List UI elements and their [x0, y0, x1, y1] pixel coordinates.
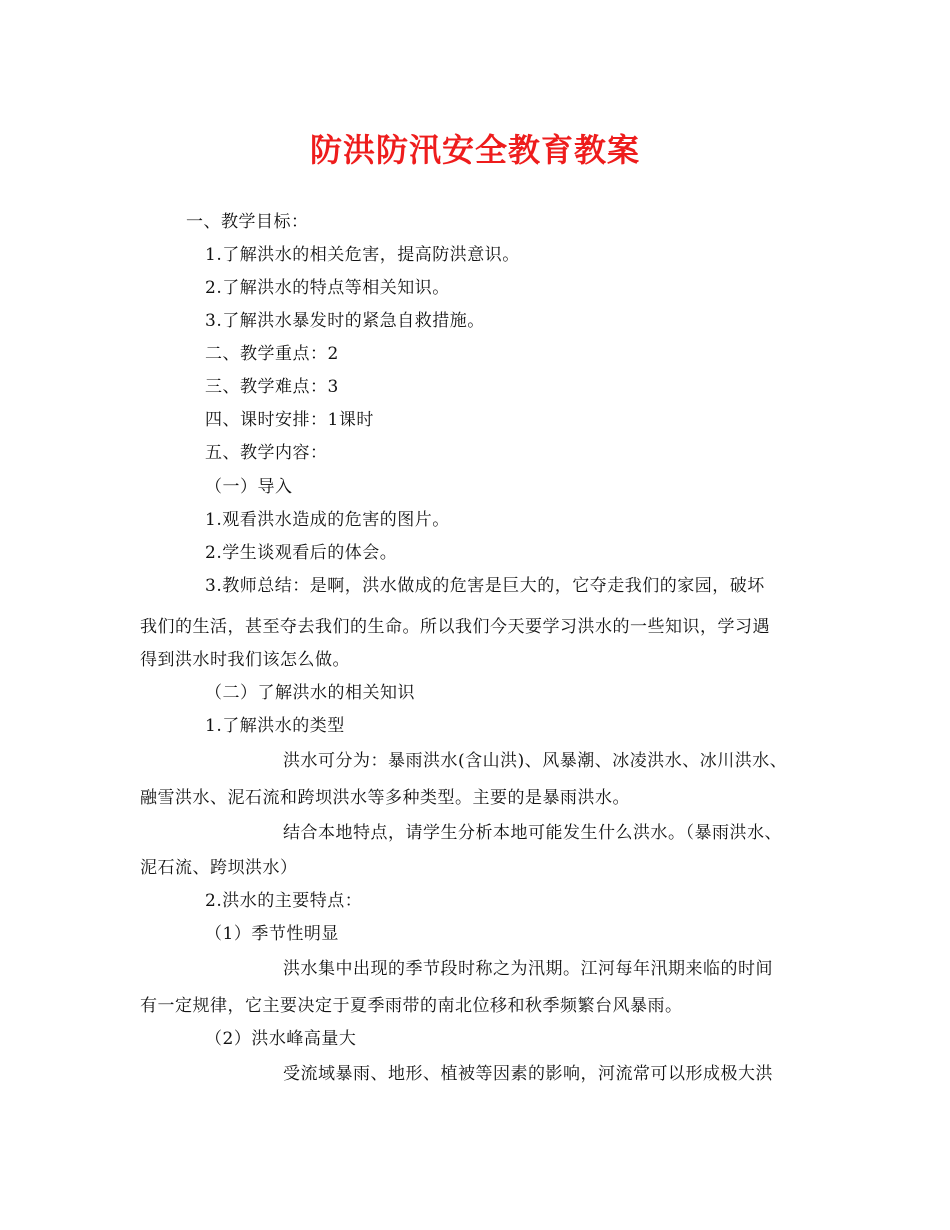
- text-line: 1.了解洪水的相关危害，提高防洪意识。: [205, 245, 520, 265]
- text-line: 2.学生谈观看后的体会。: [205, 543, 398, 563]
- text-line: （二）了解洪水的相关知识: [205, 683, 415, 703]
- text-line: 洪水可分为：暴雨洪水(含山洪)、风暴潮、冰凌洪水、冰川洪水、: [283, 751, 788, 771]
- text-line: 二、教学重点：2: [205, 344, 339, 364]
- text-line: 洪水集中出现的季节段时称之为汛期。江河每年汛期来临的时间: [283, 959, 773, 979]
- text-line: 结合本地特点，请学生分析本地可能发生什么洪水。（暴雨洪水、: [283, 823, 782, 843]
- text-line: 3.了解洪水暴发时的紧急自救措施。: [205, 311, 485, 331]
- text-line: 一、教学目标：: [186, 212, 309, 232]
- text-line: 1.了解洪水的类型: [205, 716, 345, 736]
- text-line: 2.洪水的主要特点：: [205, 891, 363, 911]
- text-line: （一）导入: [205, 477, 293, 497]
- text-line: 融雪洪水、泥石流和跨坝洪水等多种类型。主要的是暴雨洪水。: [140, 788, 630, 808]
- text-line: 3.教师总结：是啊，洪水做成的危害是巨大的，它夺走我们的家园，破坏: [205, 576, 765, 596]
- text-line: 2.了解洪水的特点等相关知识。: [205, 278, 450, 298]
- text-line: 泥石流、跨坝洪水）: [140, 858, 298, 878]
- document-title: 防洪防汛安全教育教案: [309, 131, 640, 169]
- text-line: 受流域暴雨、地形、植被等因素的影响，河流常可以形成极大洪: [283, 1064, 773, 1084]
- text-line: 1.观看洪水造成的危害的图片。: [205, 510, 450, 530]
- text-line: （1）季节性明显: [205, 924, 339, 944]
- text-line: 五、教学内容：: [205, 443, 328, 463]
- text-line: 我们的生活，甚至夺去我们的生命。所以我们今天要学习洪水的一些知识，学习遇: [140, 617, 770, 637]
- text-line: （2）洪水峰高量大: [205, 1029, 357, 1049]
- text-line: 得到洪水时我们该怎么做。: [140, 650, 350, 670]
- text-line: 有一定规律，它主要决定于夏季雨带的南北位移和秋季频繁台风暴雨。: [140, 996, 683, 1016]
- text-line: 四、课时安排：1课时: [205, 410, 374, 430]
- text-line: 三、教学难点：3: [205, 377, 339, 397]
